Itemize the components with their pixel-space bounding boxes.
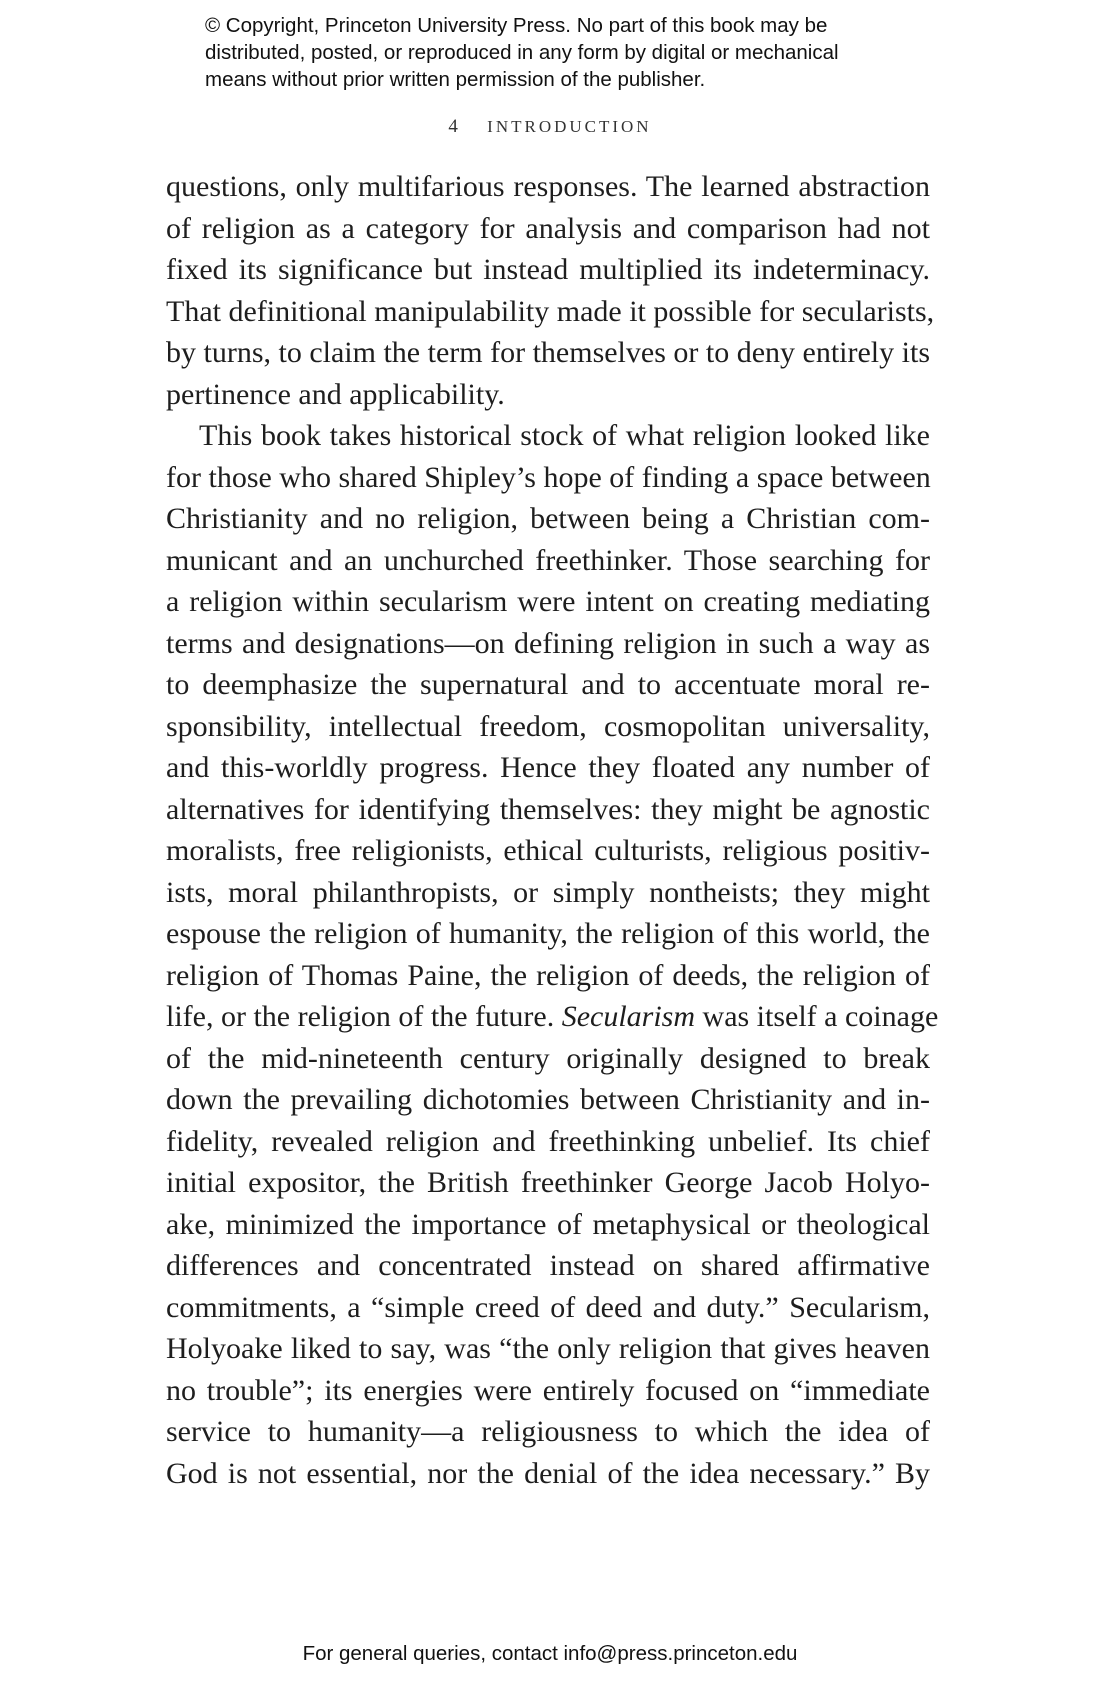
text-line: for those who shared Shipley’s hope of finding a space between <box>166 460 931 494</box>
text-line: a religion within secularism were intent on creating mediating <box>166 585 930 618</box>
text-line: terms and designations—on defining religion in such a way as <box>166 626 930 660</box>
text-line: service to humanity—a religiousness to which the idea of <box>166 1415 930 1448</box>
text-line: of the mid-nineteenth century originally designed to break <box>166 1041 930 1075</box>
text-line: God is not essential, nor the denial of the idea necessary.” By <box>166 1456 930 1490</box>
section-title: INTRODUCTION <box>487 117 652 136</box>
text-line: fidelity, revealed religion and freethinking unbelief. Its chief <box>166 1124 930 1158</box>
page-number: 4 <box>448 116 458 137</box>
text-line: fixed its significance but instead multiplied its indeterminacy. <box>166 253 930 286</box>
text-line: This book takes historical stock of what religion looked like <box>199 419 930 452</box>
text-line: differences and concentrated instead on shared affirmative <box>166 1249 930 1282</box>
italic-term: Secularism <box>561 1000 696 1033</box>
running-head <box>0 116 1100 138</box>
text-line: questions, only multifarious responses. The learned abstraction <box>166 170 930 203</box>
text-line: municant and an unchurched freethinker. Those searching for <box>166 543 930 577</box>
text-line: religion of Thomas Paine, the religion of deeds, the religion of <box>166 958 930 992</box>
text-line: moralists, free religionists, ethical culturists, religious positiv- <box>166 834 930 867</box>
text-line: ake, minimized the importance of metaphysical or theological <box>166 1207 930 1241</box>
copyright-line: means without prior written permission of the publisher. <box>205 68 706 91</box>
text-run: was itself a coinage <box>695 1000 939 1033</box>
text-line: alternatives for identifying themselves: they might be agnostic <box>166 792 930 826</box>
text-line: initial expositor, the British freethinker George Jacob Holyo- <box>166 1166 930 1199</box>
text-line: pertinence and applicability. <box>166 377 505 411</box>
text-line: espouse the religion of humanity, the religion of this world, the <box>166 917 930 950</box>
text-line: down the prevailing dichotomies between Christianity and in- <box>166 1083 930 1116</box>
text-line: Christianity and no religion, between being a Christian com- <box>166 502 930 535</box>
footer-contact: For general queries, contact info@press.princeton.edu <box>302 1642 798 1665</box>
text-line: of religion as a category for analysis and comparison had not <box>166 211 930 245</box>
paragraph-1 <box>166 166 935 415</box>
text-line: to deemphasize the supernatural and to accentuate moral re- <box>166 668 930 701</box>
copyright-line: distributed, posted, or reproduced in any form by digital or mechanical <box>205 41 839 64</box>
text-line: That definitional manipulability made it possible for secularists, <box>166 294 935 328</box>
text-run: life, or the religion of the future. <box>166 1000 562 1033</box>
text-line: no trouble”; its energies were entirely focused on “immediate <box>166 1373 930 1407</box>
text-line: commitments, a “simple creed of deed and duty.” Secularism, <box>166 1290 930 1324</box>
text-line: sponsibility, intellectual freedom, cosmopolitan universality, <box>166 709 930 743</box>
paragraph-2 <box>166 415 939 1494</box>
copyright-notice <box>205 12 925 93</box>
text-line-with-italic <box>166 996 939 1038</box>
text-line: Holyoake liked to say, was “the only religion that gives heaven <box>166 1332 930 1365</box>
text-line: by turns, to claim the term for themselves or to deny entirely its <box>166 336 930 369</box>
body-text <box>166 166 939 1494</box>
text-line: and this-worldly progress. Hence they floated any number of <box>166 751 930 784</box>
text-line: ists, moral philanthropists, or simply nontheists; they might <box>166 875 930 909</box>
copyright-line: © Copyright, Princeton University Press. No part of this book may be <box>205 14 828 37</box>
